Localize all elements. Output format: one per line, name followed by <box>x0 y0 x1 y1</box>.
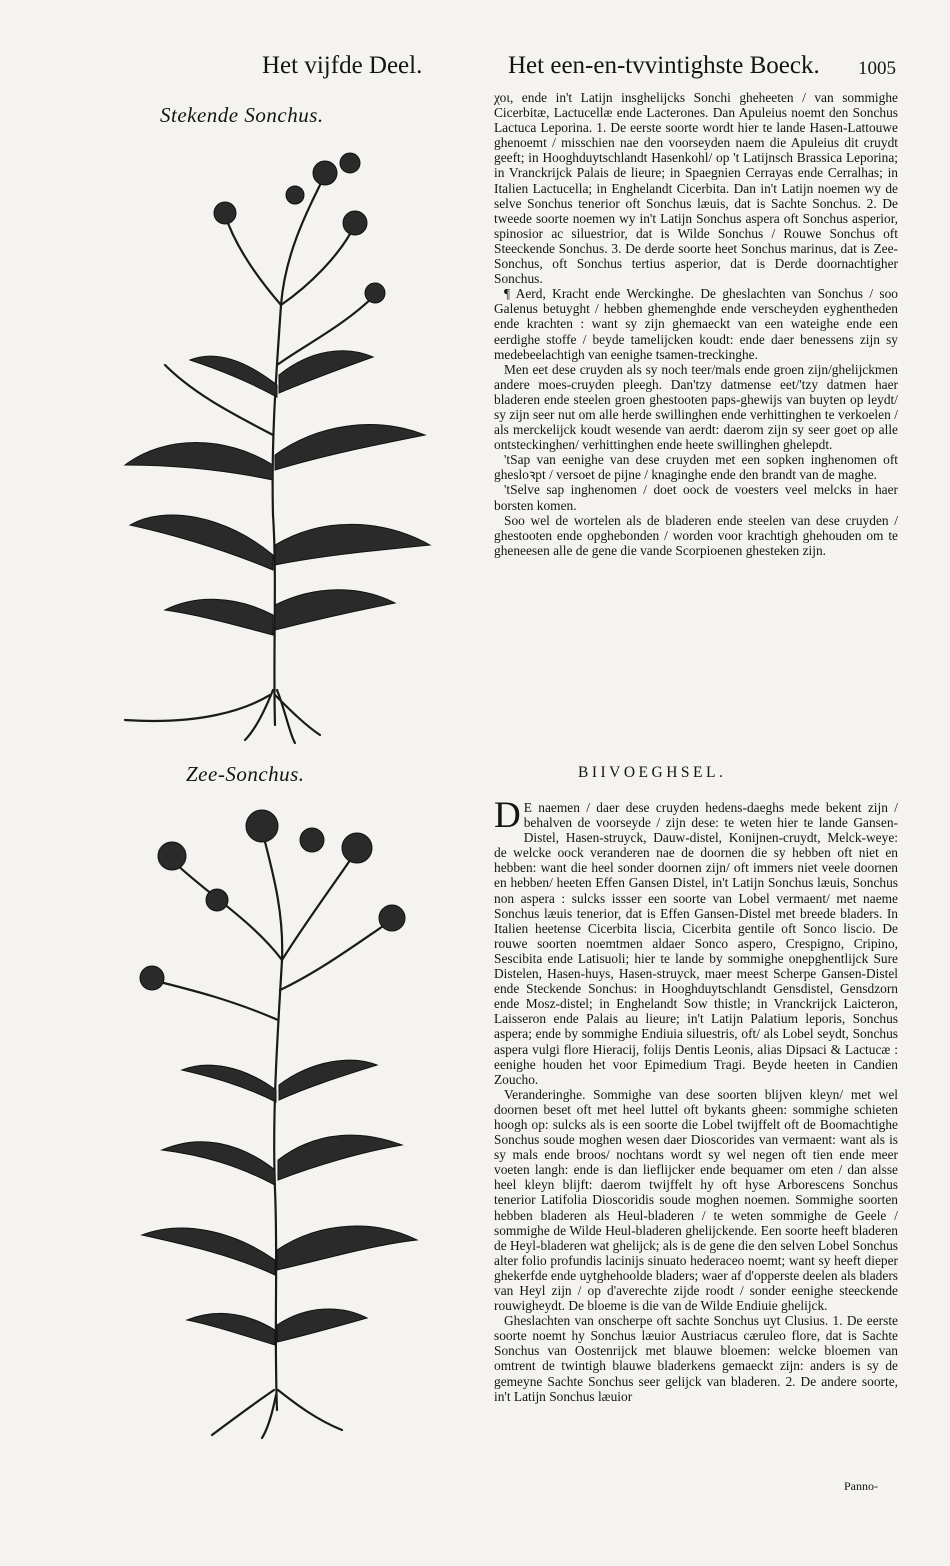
section-heading: BIIVOEGHSEL. <box>578 764 727 781</box>
paragraph-wortelen: Soo wel de wortelen als de bladeren ende steelen van dese cruyden / ghestooten ende opghebonden / worden voor krachtigh ghehouden om te gheneesen alle de gene die vande Scorpioenen ghesteken zijn. <box>494 512 898 558</box>
page-number: 1005 <box>858 58 896 79</box>
caption-zee-sonchus: Zee-Sonchus. <box>186 762 305 786</box>
paragraph-sap: 'tSap van eenighe van dese cruyden met een sopken inghenomen oft ghesloꝛpt / versoet de pijne / knaginghe ende den brandt van de maghe. <box>494 452 898 483</box>
paragraph-naemen-text: E naemen / daer dese cruyden hedens-daeghs mede bekent zijn / behalven de voorseyde / zijn dese: te weten hier te lande Gansen-Distel, Hasen-struyck, Dauw-distel, Konijnen-cruydt, Melck-weye: de welcke oock veranderen nae de doornen die sy hebben oft niet en hebben: want die heel sonder doornen zijn/ oft immers niet veele doornen en hebben/ heeten Effen Gansen Distel, in't Latijn Sonchus læuis, Sonchus non aspera : sulcks issser een soorte van Lobel vermaent/ met naeme Sonchus læuis tenerior, dat is Effen Gansen-Distel met breede bladers. In Italien heetense Cicerbita liscia, Cicerbita gentile oft Sonco liscio. De rouwe soorten noemtmen aldaer Sonco aspero, Crespigno, Cripino, Sescibita ende Latisuoli; hier te lande by sommighe onepghentlijck Sure Distelen, Hasen-huys, Hasen-struyck, maer meest Scherpe Gansen-Distel ende Steckende Sonchus: in Hooghduytschlandt Gensdistel, Gensdzorn ende Mosz-distel; in Enghelandt Sow thistle; in Vranckrijck Laicteron, Laisseron ende Palais au lieure; in't Latijn Palatium leporis, Sonchus aspera; ende by sommighe Endiuia siluestris, oft/ als Lobel seydt, Sonchus aspera vulgi flore Hieracij, folijs Dentis Leonis, alias Dipsaci & Lactucæ : eenighe houden het voor Epimedium Tragi. Beyde heeten in Candien Zoucho. <box>494 800 898 1087</box>
caption-stekende-sonchus: Stekende Sonchus. <box>160 103 324 127</box>
paragraph-names: χοι, ende in't Latijn insghelijcks Sonchi gheheeten / van sommighe Cicerbitæ, Lactucellæ ende Lacterones. Dan Apuleius noemt den Sonchus Lactuca Leporina. 1. De eerste soorte wordt hier te lande Hasen-Lattouwe ghenoemt / misschien nae den voorseyden naem die Apuleius dit cruydt geeft; in Hooghduytschlandt Hasenkohl/ op 't Latijnsch Brassica Leporina; in Vranckrijck Palais de lieure; in Spaegnien Cerrayas ende Cerralhas; in Italien Lactucella; in Enghelandt Cicerbita. Dan in't Latijn noemen wy de selve Sonchus tenerior oft Sonchus læuis, dat is Sachte Sonchus. 2. De tweede soorte noemen wy in't Latijn Sonchus aspera oft Sonchus asperior, spinosior ac siluestrior, dat is Wilde Sonchus / Rouwe Sonchus oft Steeckende Sonchus. 3. De derde soorte heet Sonchus marinus, dat is Zee-Sonchus, oft Sonchus tertius asperior, dat is Derde doornachtigher Sonchus. <box>494 90 898 287</box>
paragraph-veranderinghe: Veranderinghe. Sommighe van dese soorten blijven kleyn/ met wel doornen beset oft met heel luttel oft bykants gheen: sommighe schieten hoogh op: sulcks als is een soorte die Lobel twijffelt oft de Boomachtighe Sonchus soude moghen wesen daer Dioscorides van vermaent: want als is sy mals ende broos/ nochtans wordt sy wel negen oft tien ende meer voeten langh: ende is dan lieflijcker ende bequamer om eten / dan alsse heel kleyn blijft: daerom twijffelt hy oft hyse Arborescens Sonchus tenerior Latifolia Dioscoridis soude moghen noemen. Sommighe soorten hebben bladeren als Heul-bladeren / te weten sommighe de Geele / sommighe de Wilde Heul-bladeren ghelijckende. Een soorte heeft bladeren de Heyl-bladeren wat ghelijck; als is de gene die den selven Lobel Sonchus alter folio profundis lacinijs sinuato hederaceo noemt; want sy heeft dieper ghekerfde ende uytghehoolde bladers; waer af d'opperste deelen als bladers van Heyl zijn / op d'averechte zijde roodt / sonder eenighe steeckende rouwigheydt. De bloeme is die van de Wilde Endiuie ghelijck. <box>494 1086 898 1314</box>
text-column-top <box>494 90 898 558</box>
paragraph-naemen <box>494 795 898 1087</box>
paragraph-aerd-kracht: ¶ Aerd, Kracht ende Werckinghe. De gheslachten van Sonchus / soo Galenus betuyght / hebben ghemenghde ende verscheyden eyghentheden ende krachten : want sy zijn ghemaeckt van een wateighe ende een eerdighe stoffe / beyde tamelijcken koudt: ende daer benessens zijn sy medebeelachtigh van eenighe tsamen-treckinghe. <box>494 286 898 362</box>
paragraph-gheslachten: Gheslachten van onscherpe oft sachte Sonchus uyt Clusius. 1. De eerste soorte noemt hy Sonchus læuior Austriacus cæruleo flore, dat is Sachte Sonchus van Oostenrijck met blauwe bloemen: welcke bloemen van omtrent de twintigh blauwe bladerkens gemaeckt zijn: anders is sy de gemeyne Sachte Sonchus seer gelijck van bladeren. 2. De andere soorte, in't Latijn Sonchus læuior <box>494 1313 898 1404</box>
text-column-bottom <box>494 795 898 1404</box>
paragraph-sap-melck: 'tSelve sap inghenomen / doet oock de voesters veel melcks in haer borsten komen. <box>494 482 898 513</box>
drop-capital: D <box>494 795 521 836</box>
catchword: Panno- <box>844 1479 878 1493</box>
running-head-part: Het vijfde Deel. <box>262 52 423 79</box>
woodcut-zee-sonchus <box>112 790 447 1440</box>
woodcut-stekende-sonchus <box>105 135 445 745</box>
running-head-book: Het een-en-tvvintighste Boeck. <box>508 52 820 79</box>
paragraph-eating: Men eet dese cruyden als sy noch teer/mals ende groen zijn/ghelijckmen andere moes-cruyden pleegh. Dan'tzy datmense eet/'tzy datmen haer bladeren ende steelen groen ghestooten paps-ghewijs van buyten op leydt/ sy zijn seer nut om alle herde swillinghen ende verhittinghen te verkoelen / als merckelijck koudt wesende van aerdt: daerom zijn sy seer goet op alle ontsteckinghen/ verhittinghen ende heete swillinghen ghelepdt. <box>494 361 898 453</box>
